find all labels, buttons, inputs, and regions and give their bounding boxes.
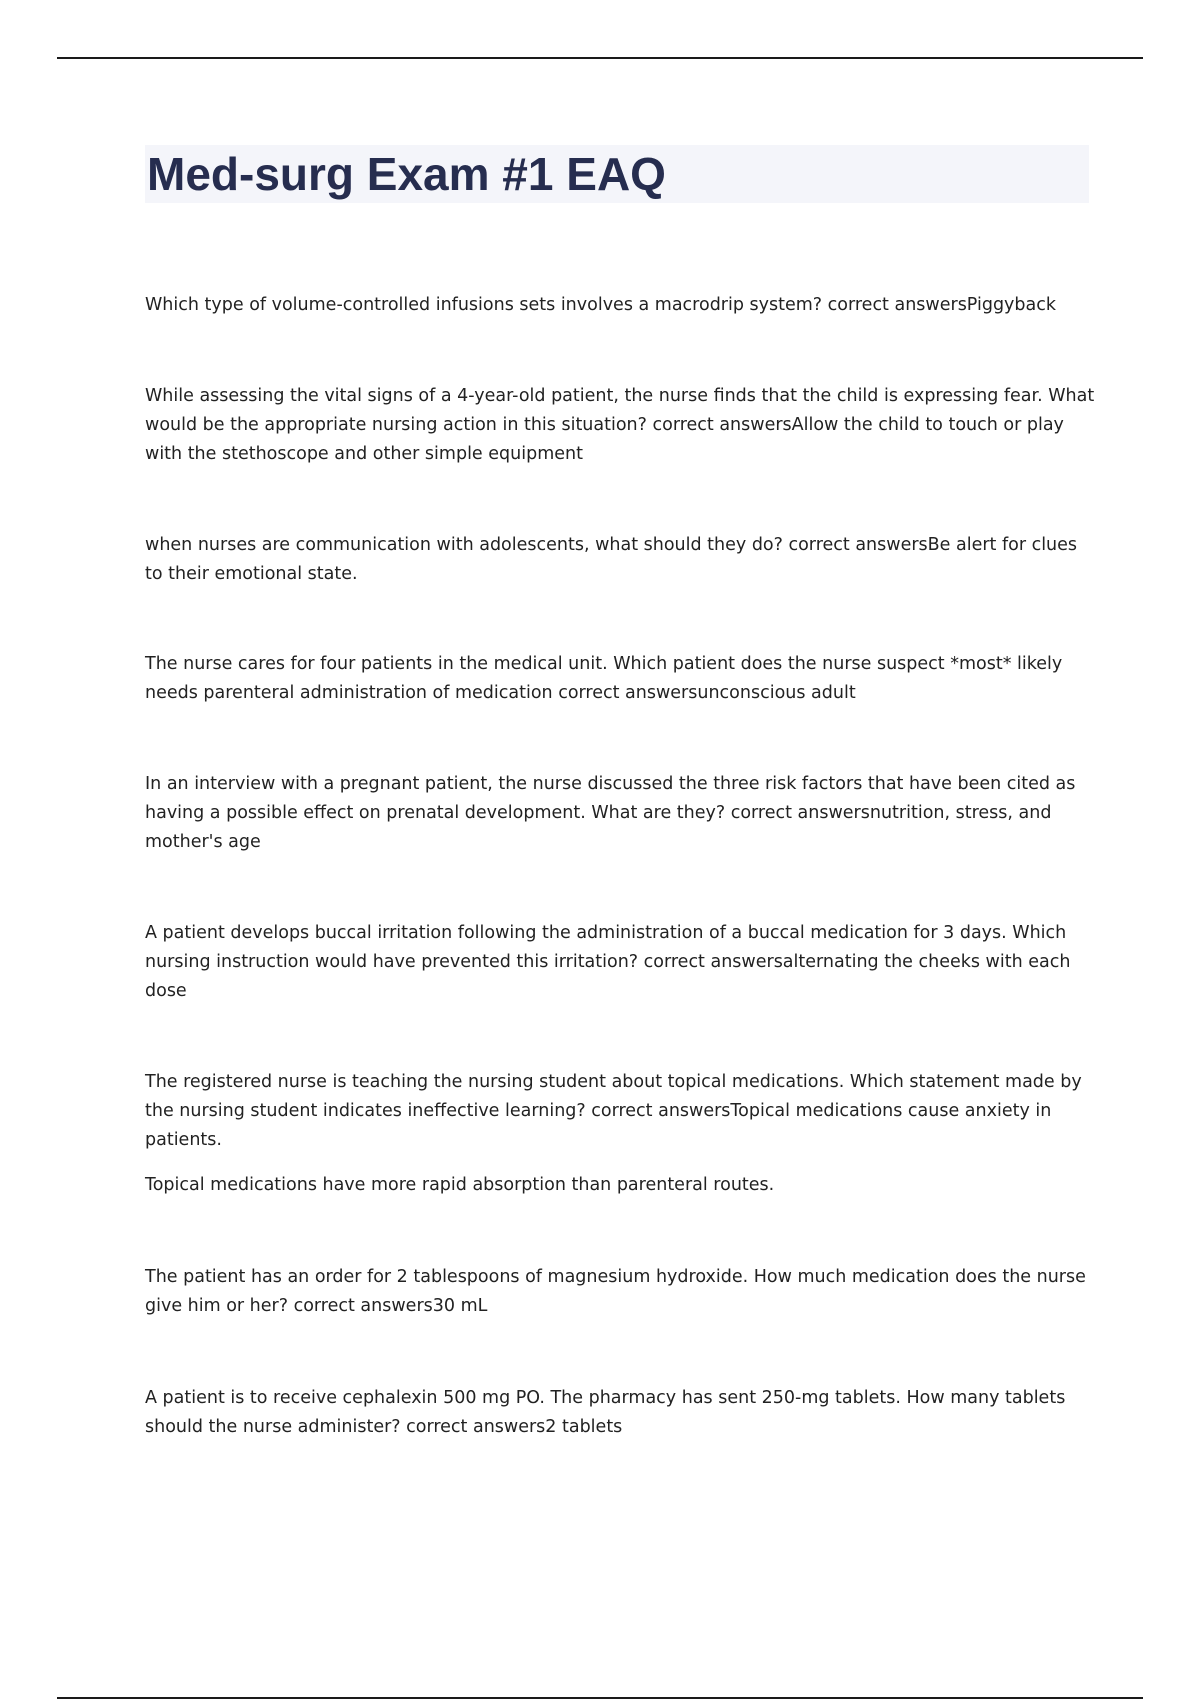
qa-item-8	[145, 1263, 1095, 1321]
bottom-rule	[57, 1697, 1143, 1699]
qa-item-7	[145, 1068, 1095, 1200]
qa-item-3	[145, 531, 1095, 589]
qa-text: In an interview with a pregnant patient, the nurse discussed the three risk factors that have been cited as having a possible effect on prenatal development. What are they? correct answersnutrition, stress, and mother's age	[145, 774, 1076, 852]
qa-text: The nurse cares for four patients in the medical unit. Which patient does the nurse suspect *most* likely needs parenteral administration of medication correct answersunconscious adult	[145, 654, 1063, 703]
qa-text: The registered nurse is teaching the nursing student about topical medications. Which statement made by the nursing student indicates ineffective learning? correct answersTopical medications cause anxiety in patients.	[145, 1072, 1082, 1150]
qa-text: A patient develops buccal irritation following the administration of a buccal medication for 3 days. Which nursing instruction would have prevented this irritation? correct answersalternating the cheeks with each dose	[145, 923, 1071, 1001]
qa-item-6	[145, 919, 1095, 1006]
qa-item-5	[145, 770, 1095, 857]
qa-text: when nurses are communication with adolescents, what should they do? correct answersBe alert for clues to their emotional state.	[145, 535, 1078, 584]
qa-item-9	[145, 1384, 1095, 1442]
top-rule	[57, 57, 1143, 59]
qa-text: The patient has an order for 2 tablespoons of magnesium hydroxide. How much medication does the nurse give him or her? correct answers30 mL	[145, 1267, 1086, 1316]
qa-text: While assessing the vital signs of a 4-year-old patient, the nurse finds that the child is expressing fear. What would be the appropriate nursing action in this situation? correct answersAllow the child to touch or play with the stethoscope and other simple equipment	[145, 386, 1095, 464]
qa-text: Which type of volume-controlled infusions sets involves a macrodrip system? correct answersPiggyback	[145, 295, 1056, 315]
document-title: Med-surg Exam #1 EAQ	[147, 148, 666, 200]
qa-item-1	[145, 291, 1095, 320]
qa-text-continued: Topical medications have more rapid absorption than parenteral routes.	[145, 1175, 775, 1195]
qa-item-2	[145, 382, 1095, 469]
title-banner	[145, 145, 1089, 203]
qa-text: A patient is to receive cephalexin 500 mg PO. The pharmacy has sent 250-mg tablets. How many tablets should the nurse administer? correct answers2 tablets	[145, 1388, 1066, 1437]
qa-item-4	[145, 650, 1095, 708]
